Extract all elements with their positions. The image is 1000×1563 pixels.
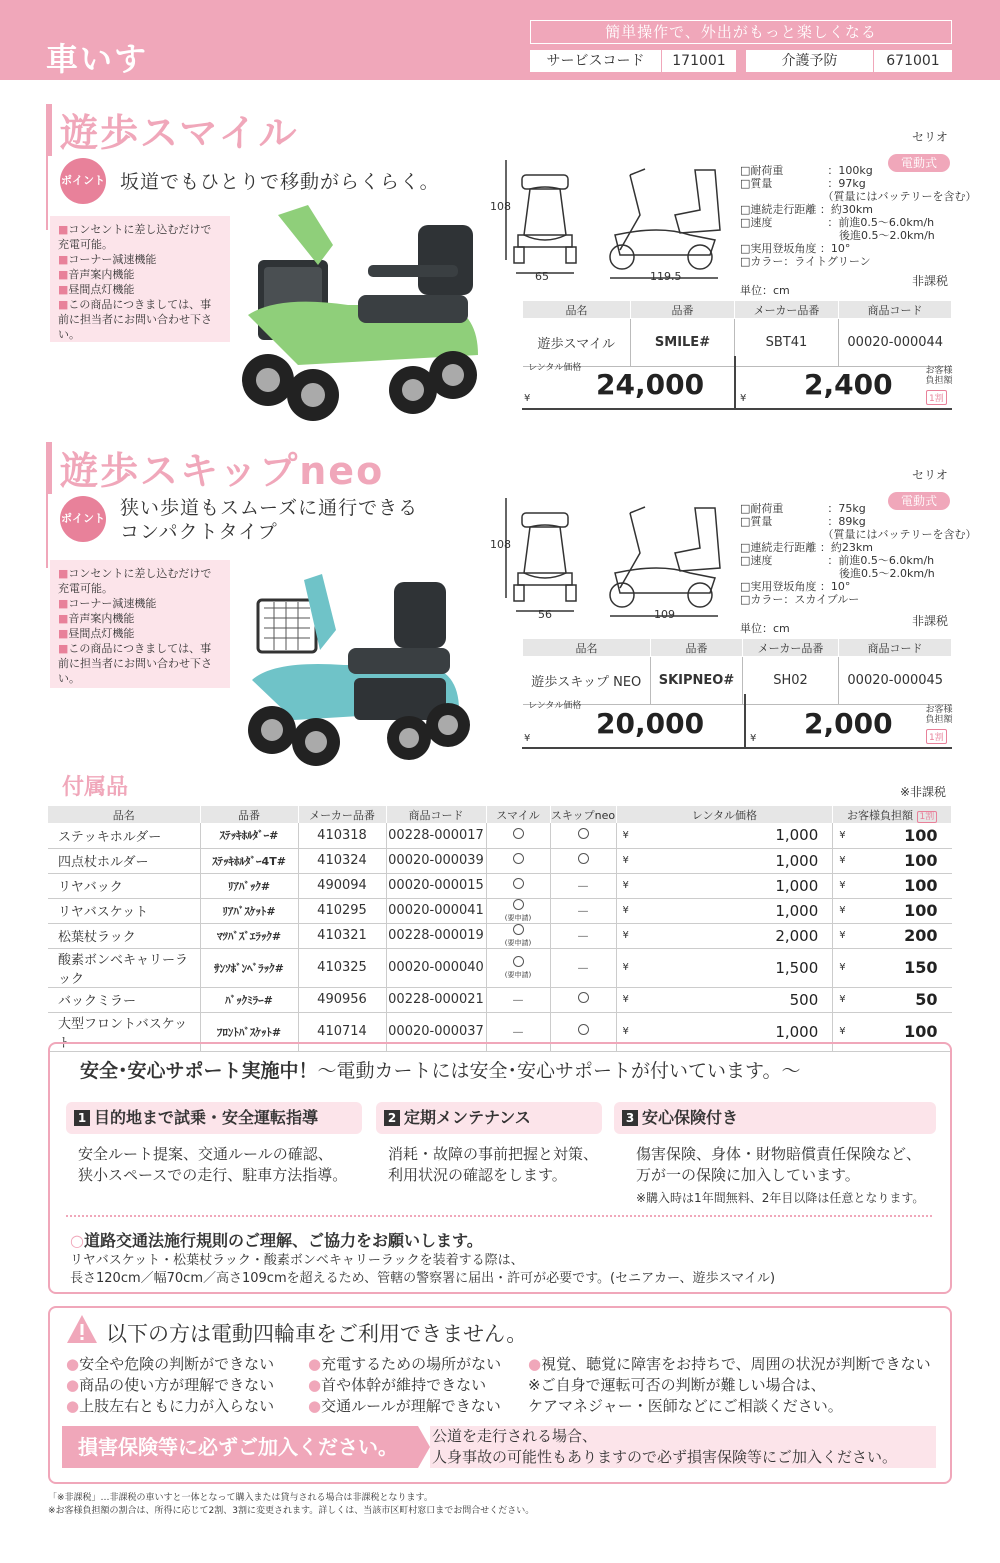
cell-maker: SH02 xyxy=(743,657,839,705)
warning-icon xyxy=(66,1314,98,1348)
dash-mark: － xyxy=(576,880,590,895)
rental-price: 24,000 xyxy=(596,368,705,401)
product-table xyxy=(522,638,952,705)
insurance-note: ※購入時は1年間無料、2年目以降は任意となります。 xyxy=(636,1191,925,1205)
bullet-icon: ● xyxy=(308,1376,322,1394)
dash-mark: － xyxy=(576,962,590,977)
cell-customer: 100 xyxy=(853,898,952,923)
wari-badge: 1割 xyxy=(926,390,947,405)
cell-maker: 490956 xyxy=(298,987,386,1012)
feature-item: ■ コーナー減速機能 xyxy=(58,252,222,267)
warning-col-1 xyxy=(66,1354,274,1417)
cell-hinban: ﾏﾂﾊﾞｽﾞｴﾗｯｸ# xyxy=(200,923,298,948)
maker-name: セリオ xyxy=(912,468,948,482)
tax-label: 非課税 xyxy=(912,274,949,288)
safety-item-text: 安全ルート提案、交通ルールの確認、 狭小スペースでの走行、駐車方法指導。 xyxy=(78,1145,348,1184)
page-title: 車いす xyxy=(46,40,149,78)
yen: ¥ xyxy=(616,873,636,898)
warning-item: 視覚、聴覚に障害をお持ちで、周囲の状況が判断できない xyxy=(541,1355,931,1373)
cell-name: リヤバック xyxy=(48,873,200,898)
banner-arrow xyxy=(418,1426,430,1468)
circle-mark-icon xyxy=(513,956,524,967)
circle-mark-icon xyxy=(578,992,589,1003)
safety-item-text: 傷害保険、身体・財物賠償責任保険など、 万が一の保険に加入しています。 xyxy=(636,1145,922,1184)
bullet-icon: ● xyxy=(66,1355,80,1373)
th-rental: レンタル価格 xyxy=(616,806,833,823)
cell-hinban: ｽﾃｯｷﾎﾙﾀﾞｰ# xyxy=(200,823,298,848)
cell-code: 00020-000041 xyxy=(386,898,486,923)
cell-rental: 500 xyxy=(636,987,833,1012)
cell-smile xyxy=(486,948,550,987)
circle-mark-icon xyxy=(513,924,524,935)
product-table xyxy=(522,300,952,367)
footnote: 「※非課税」…非課税の車いすと一体となって購入または貸与される場合は非課税となります。 xyxy=(48,1493,433,1503)
unit-label: 単位：cm xyxy=(740,284,790,297)
th-customer-label: お客様負担額 xyxy=(847,808,914,822)
safety-headline-rest: ～電動カートには安全･安心サポートが付いています。～ xyxy=(317,1060,801,1082)
feature-item: ■ コンセントに差し込むだけで充電可能。 xyxy=(58,566,222,596)
circle-mark-icon xyxy=(513,878,524,889)
title-bar xyxy=(46,442,52,494)
yen: ¥ xyxy=(740,393,747,404)
cell-name: 遊歩スマイル xyxy=(523,319,631,367)
table-row xyxy=(48,898,952,923)
catch-copy: 坂道でもひとりで移動がらくらく。 xyxy=(120,171,440,193)
cell-hinban: ﾘｱﾊﾞｽｹｯﾄ# xyxy=(200,898,298,923)
yen: ¥ xyxy=(616,848,636,873)
road-title xyxy=(70,1228,483,1251)
warning-item: 商品の使い方が理解できない xyxy=(79,1376,275,1394)
yen: ¥ xyxy=(833,923,853,948)
cell-customer: 100 xyxy=(853,848,952,873)
table-row xyxy=(48,987,952,1012)
cell-name: リヤバスケット xyxy=(48,898,200,923)
cell-name: 遊歩スキップ NEO xyxy=(523,657,651,705)
cell-skip xyxy=(550,987,616,1012)
price-underline xyxy=(522,408,952,410)
cell-code: 00020-000039 xyxy=(386,848,486,873)
cell-skip xyxy=(550,823,616,848)
bullet-icon: ● xyxy=(308,1397,322,1415)
scooter-photo-green xyxy=(238,205,498,434)
footnote: ※お客様負担額の割合は、所得に応じて2割、3割に変更されます。詳しくは、当該市区町村窓口までお問合せください。 xyxy=(48,1506,535,1516)
electric-badge: 電動式 xyxy=(888,492,950,510)
yen: ¥ xyxy=(616,987,636,1012)
dash-mark: － xyxy=(576,930,590,945)
cell-maker: 410295 xyxy=(298,898,386,923)
safety-item-text: 消耗・故障の事前把握と対策、 利用状況の確認をします。 xyxy=(388,1145,599,1184)
cell-rental: 1,000 xyxy=(636,1012,833,1051)
yen: ¥ xyxy=(524,393,531,404)
cell-maker: 410714 xyxy=(298,1012,386,1051)
num-3-icon: 3 xyxy=(622,1110,638,1126)
safety-item-3-title xyxy=(614,1102,936,1134)
accessories-title: 付属品 xyxy=(62,775,129,800)
req-note: (要申請) xyxy=(504,914,532,922)
cell-maker: 410325 xyxy=(298,948,386,987)
th-skip: スキップneo xyxy=(550,806,616,823)
cell-customer: 50 xyxy=(853,987,952,1012)
feature-item: ■ 音声案内機能 xyxy=(58,611,222,626)
cell-hinban: ﾌﾛﾝﾄﾊﾞｽｹｯﾄ# xyxy=(200,1012,298,1051)
accessories-tax-note: ※非課税 xyxy=(900,785,947,799)
cell-code: 00020-000037 xyxy=(386,1012,486,1051)
circle-mark-icon xyxy=(578,1024,589,1035)
cell-name: バックミラー xyxy=(48,987,200,1012)
dash-mark: － xyxy=(511,994,525,1009)
th-smile: スマイル xyxy=(486,806,550,823)
scooter-photo-blue xyxy=(244,560,479,774)
cell-rental: 1,000 xyxy=(636,898,833,923)
dimension-drawing xyxy=(490,155,735,289)
cell-hinban: SKIPNEO# xyxy=(651,657,743,705)
feature-list xyxy=(50,560,230,688)
tagline: 簡単操作で、外出がもっと楽しくなる xyxy=(530,20,952,44)
cell-code: 00020-000044 xyxy=(839,319,952,367)
ring-icon: ○ xyxy=(70,1231,84,1250)
road-text: リヤバスケット・松葉杖ラック・酸素ボンベキャリーラックを装着する際は、 長さ120cm／幅70cm／高さ109cmを超えるため、管轄の警察署に届出・許可が必要です。(セニアカー、遊歩スマイル) xyxy=(70,1253,776,1286)
dotted-divider xyxy=(66,1215,932,1217)
cell-smile xyxy=(486,987,550,1012)
feature-item: ■ コーナー減速機能 xyxy=(58,596,222,611)
table-row xyxy=(48,848,952,873)
th-name: 品名 xyxy=(523,639,651,657)
cell-skip xyxy=(550,898,616,923)
spec-list: □耐荷重 ：100kg □質量 ：97kg （質量にはバッテリーを含む） □連続走行距離 ：約30km □速度 ：前進0.5～6.0km/h 後進0.5～2.0km/h □実用登坂角度 ：10° □カラー：ライトグリーン xyxy=(740,164,977,268)
table-row xyxy=(48,923,952,948)
circle-mark-icon xyxy=(578,853,589,864)
cell-name: ステッキホルダー xyxy=(48,823,200,848)
warning-col-2 xyxy=(308,1354,501,1417)
th-hinban: 品番 xyxy=(651,639,743,657)
bullet-icon: ● xyxy=(528,1355,542,1373)
cell-hinban: ｻﾝｿﾎﾞﾝﾍﾞﾗｯｸ# xyxy=(200,948,298,987)
customer-price: 2,400 xyxy=(804,368,893,401)
title-bar-line xyxy=(46,156,48,230)
num-2-icon: 2 xyxy=(384,1110,400,1126)
cell-hinban: ｽﾃｯｷﾎﾙﾀﾞｰ4T# xyxy=(200,848,298,873)
customer-price: 2,000 xyxy=(804,707,893,740)
yen: ¥ xyxy=(616,923,636,948)
height-dim: 108 xyxy=(490,538,511,551)
prevention-label: 介護予防 xyxy=(746,50,874,72)
cell-name: 松葉杖ラック xyxy=(48,923,200,948)
warning-item: 充電するための場所がない xyxy=(321,1355,502,1373)
price-underline xyxy=(522,747,952,749)
price-divider xyxy=(734,356,736,408)
th-maker: メーカー品番 xyxy=(298,806,386,823)
feature-item: ■ コンセントに差し込むだけで充電可能。 xyxy=(58,222,222,252)
cell-name: 大型フロントバスケット xyxy=(48,1012,200,1051)
feature-item: ■ 昼間点灯機能 xyxy=(58,626,222,641)
warning-note: ※ご自身で運転可否の判断が難しい場合は、 ケアマネジャー・医師などにご相談ください。 xyxy=(528,1376,843,1415)
warning-item: 上肢左右ともに力が入らない xyxy=(79,1397,275,1415)
product-title: 遊歩スマイル xyxy=(60,111,299,155)
yen: ¥ xyxy=(833,873,853,898)
cell-customer: 100 xyxy=(853,823,952,848)
product-title: 遊歩スキップneo xyxy=(60,449,385,493)
cell-code: 00020-000045 xyxy=(839,657,952,705)
cell-smile xyxy=(486,848,550,873)
service-code-label: サービスコード xyxy=(530,50,662,72)
wari-badge: 1割 xyxy=(926,729,947,744)
table-row xyxy=(48,823,952,848)
title-bar xyxy=(46,104,52,156)
safety-item-1-title xyxy=(66,1102,362,1134)
circle-mark-icon xyxy=(513,828,524,839)
cell-code: 00228-000019 xyxy=(386,923,486,948)
cell-customer: 150 xyxy=(853,948,952,987)
cell-maker: 410318 xyxy=(298,823,386,848)
num-1-icon: 1 xyxy=(74,1110,90,1126)
dimension-drawing xyxy=(490,493,735,627)
safety-item-title: 安心保険付き xyxy=(642,1108,739,1127)
req-note: (要申請) xyxy=(504,939,532,947)
warning-item: 交通ルールが理解できない xyxy=(321,1397,501,1415)
warning-col-3 xyxy=(528,1354,931,1417)
yen: ¥ xyxy=(616,823,636,848)
bullet-icon: ● xyxy=(66,1376,80,1394)
prevention-code: 671001 xyxy=(874,50,952,72)
spec-list: □耐荷重 ：75kg □質量 ：89kg （質量にはバッテリーを含む） □連続走行距離 ：約23km □速度 ：前進0.5～6.0km/h 後進0.5～2.0km/h □実用登坂角度 ：10° □カラー：スカイブルー xyxy=(740,502,977,606)
insurance-banner-text: 公道を走行される場合、 人身事故の可能性もありますので必ず損害保険等にご加入ください。 xyxy=(432,1427,898,1466)
yen: ¥ xyxy=(833,823,853,848)
yen: ¥ xyxy=(750,733,757,744)
table-row xyxy=(48,873,952,898)
circle-mark-icon xyxy=(578,828,589,839)
th-maker: メーカー品番 xyxy=(735,301,839,319)
cell-skip xyxy=(550,948,616,987)
yen: ¥ xyxy=(616,898,636,923)
tax-label: 非課税 xyxy=(912,614,949,628)
cell-name: 酸素ボンベキャリーラック xyxy=(48,948,200,987)
rental-label: レンタル価格 xyxy=(528,363,582,373)
th-hinban: 品番 xyxy=(631,301,735,319)
cell-name: 四点杖ホルダー xyxy=(48,848,200,873)
safety-headline-bold: 安全･安心サポート実施中！ xyxy=(80,1060,318,1082)
cell-maker: SBT41 xyxy=(735,319,839,367)
customer-label: お客様負担額 xyxy=(925,366,953,386)
feature-item: ■ 昼間点灯機能 xyxy=(58,282,222,297)
cell-skip xyxy=(550,873,616,898)
safety-headline xyxy=(80,1056,801,1083)
cell-customer: 100 xyxy=(853,873,952,898)
th-name: 品名 xyxy=(48,806,200,823)
cell-code: 00228-000017 xyxy=(386,823,486,848)
cell-code: 00020-000040 xyxy=(386,948,486,987)
cell-smile xyxy=(486,823,550,848)
cell-customer: 100 xyxy=(853,1012,952,1051)
cell-maker: 490094 xyxy=(298,873,386,898)
cell-hinban: ﾊﾞｯｸﾐﾗｰ# xyxy=(200,987,298,1012)
service-code: 171001 xyxy=(662,50,736,72)
cell-rental: 1,000 xyxy=(636,873,833,898)
rental-price: 20,000 xyxy=(596,707,705,740)
yen: ¥ xyxy=(833,848,853,873)
cell-skip xyxy=(550,923,616,948)
table-row xyxy=(48,948,952,987)
cell-rental: 1,000 xyxy=(636,848,833,873)
feature-item: ■ この商品につきましては、事前に担当者にお問い合わせ下さい。 xyxy=(58,641,222,686)
th-hinban: 品番 xyxy=(200,806,298,823)
yen: ¥ xyxy=(833,898,853,923)
th-code: 商品コード xyxy=(839,639,952,657)
length-dim: 119.5 xyxy=(650,270,682,283)
cell-hinban: ﾘｱﾊﾞｯｸ# xyxy=(200,873,298,898)
feature-item: ■ この商品につきましては、事前に担当者にお問い合わせ下さい。 xyxy=(58,297,222,342)
cell-code: 00228-000021 xyxy=(386,987,486,1012)
feature-list xyxy=(50,216,230,342)
electric-badge: 電動式 xyxy=(888,154,950,172)
rental-label: レンタル価格 xyxy=(528,701,582,711)
th-name: 品名 xyxy=(523,301,631,319)
cell-rental: 2,000 xyxy=(636,923,833,948)
warning-headline: 以下の方は電動四輪車をご利用できません。 xyxy=(106,1322,528,1346)
unit-label: 単位：cm xyxy=(740,622,790,635)
point-badge: ポイント xyxy=(60,496,106,542)
safety-item-title: 目的地まで試乗・安全運転指導 xyxy=(94,1108,319,1127)
width-dim: 56 xyxy=(538,608,552,621)
th-code: 商品コード xyxy=(839,301,952,319)
width-dim: 65 xyxy=(535,270,549,283)
point-badge: ポイント xyxy=(60,158,106,204)
th-customer xyxy=(833,806,952,823)
yen: ¥ xyxy=(616,948,636,987)
warning-item: 安全や危険の判断ができない xyxy=(79,1355,275,1373)
circle-mark-icon xyxy=(513,853,524,864)
length-dim: 109 xyxy=(654,608,675,621)
cell-hinban: SMILE# xyxy=(631,319,735,367)
yen: ¥ xyxy=(833,987,853,1012)
dash-mark: － xyxy=(511,1026,525,1041)
safety-item-title: 定期メンテナンス xyxy=(404,1108,531,1127)
circle-mark-icon xyxy=(513,899,524,910)
dash-mark: － xyxy=(576,905,590,920)
cell-rental: 1,500 xyxy=(636,948,833,987)
yen: ¥ xyxy=(524,733,531,744)
title-bar-line xyxy=(46,494,48,568)
bullet-icon: ● xyxy=(66,1397,80,1415)
th-maker: メーカー品番 xyxy=(743,639,839,657)
catch-copy: 狭い歩道もスムーズに通行できる コンパクトタイプ xyxy=(120,497,419,543)
price-divider xyxy=(744,694,746,748)
cell-code: 00020-000015 xyxy=(386,873,486,898)
cell-maker: 410324 xyxy=(298,848,386,873)
cell-maker: 410321 xyxy=(298,923,386,948)
th-code: 商品コード xyxy=(386,806,486,823)
warning-item: 首や体幹が維持できない xyxy=(321,1376,487,1394)
insurance-banner: 損害保険等に必ずご加入ください。 xyxy=(62,1426,418,1468)
wari-badge: 1割 xyxy=(917,811,938,823)
req-note: (要申請) xyxy=(504,971,532,979)
yen: ¥ xyxy=(616,1012,636,1051)
cell-skip xyxy=(550,848,616,873)
cell-rental: 1,000 xyxy=(636,823,833,848)
road-title-text: 道路交通法施行規則のご理解、ご協力をお願いします。 xyxy=(83,1231,483,1250)
cell-customer: 200 xyxy=(853,923,952,948)
customer-label: お客様負担額 xyxy=(925,705,953,725)
cell-smile xyxy=(486,898,550,923)
safety-item-2-title xyxy=(376,1102,602,1134)
bullet-icon: ● xyxy=(308,1355,322,1373)
cell-smile xyxy=(486,873,550,898)
height-dim: 108 xyxy=(490,200,511,213)
feature-item: ■ 音声案内機能 xyxy=(58,267,222,282)
accessories-table xyxy=(48,806,952,1052)
cell-smile xyxy=(486,923,550,948)
yen: ¥ xyxy=(833,948,853,987)
maker-name: セリオ xyxy=(912,130,948,144)
yen: ¥ xyxy=(833,1012,853,1051)
